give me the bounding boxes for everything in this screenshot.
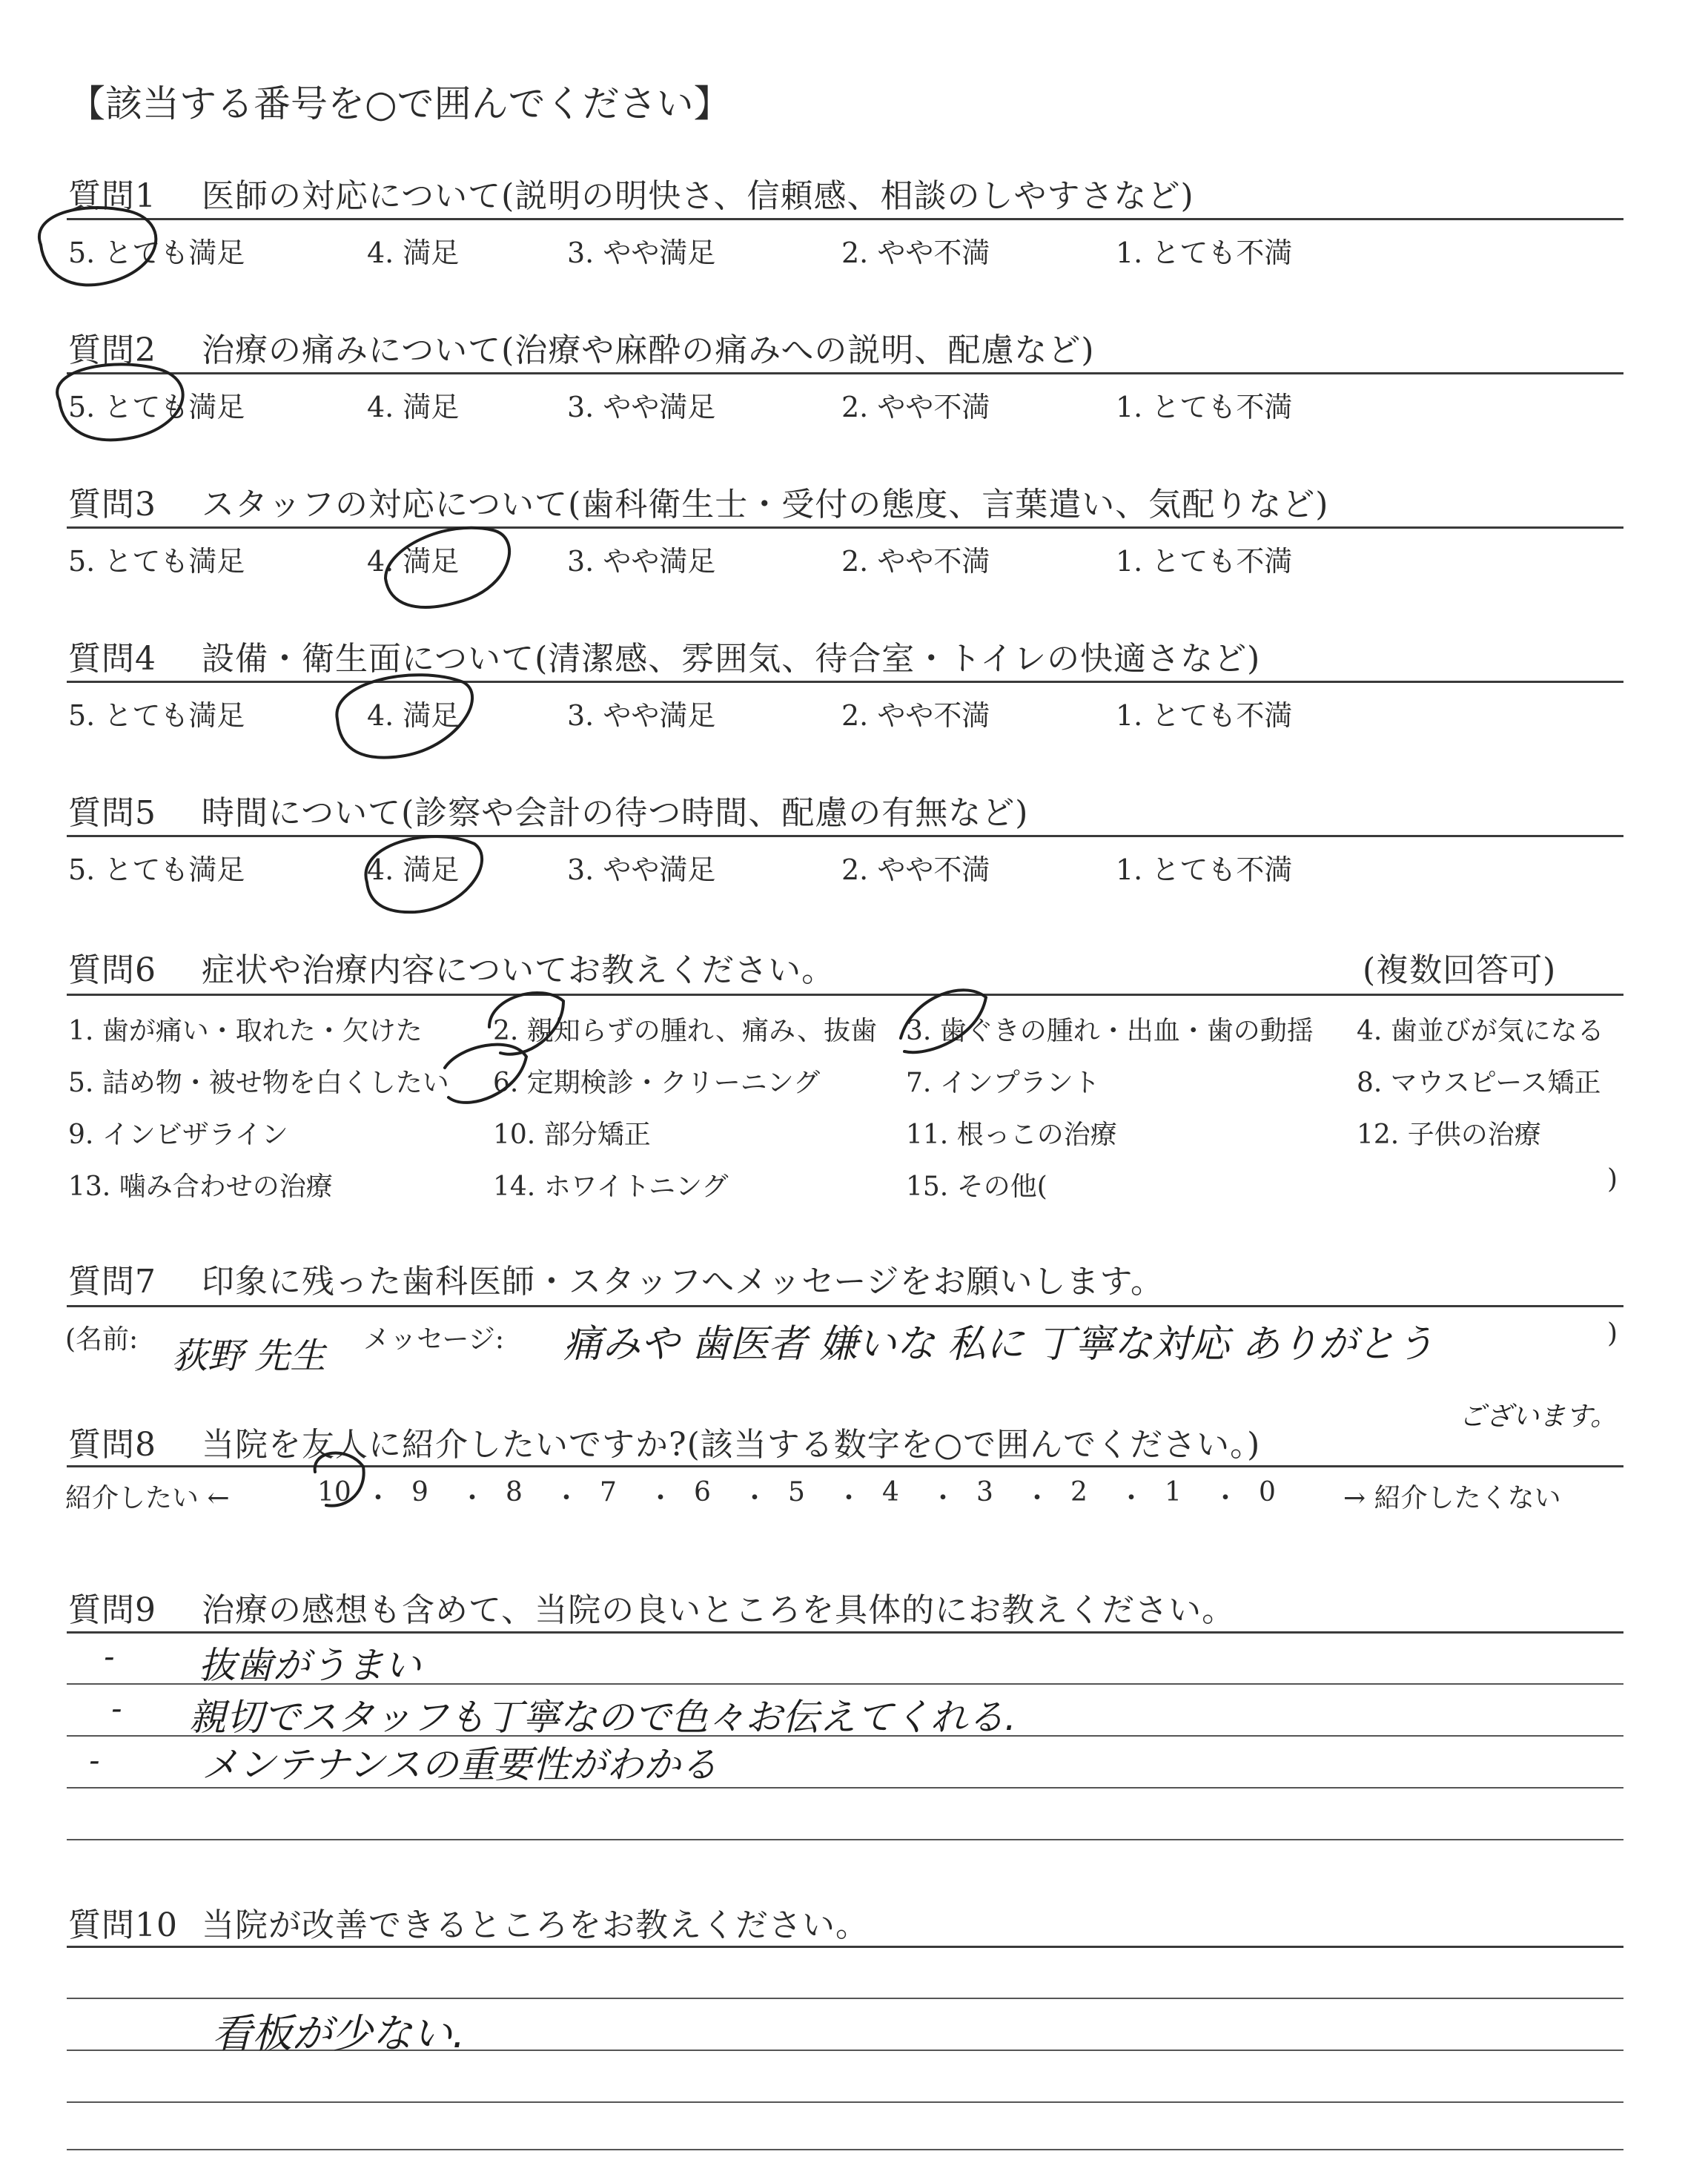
q3-label: 質問3 bbox=[68, 486, 156, 524]
q5-text: 時間について(診察や会計の待つ時間、配慮の有無など) bbox=[202, 794, 1029, 832]
q6-option[interactable]: 14. ホワイトニング bbox=[493, 1172, 729, 1202]
q6-option[interactable]: 15. その他( bbox=[906, 1172, 1047, 1202]
q9-answer-2: 親切でスタッフも丁寧なので色々お伝えてくれる. bbox=[189, 1696, 1016, 1739]
q8-scale-number[interactable]: 9 bbox=[411, 1477, 428, 1507]
q4-label: 質問4 bbox=[68, 640, 156, 678]
q8-separator: ・ bbox=[741, 1483, 769, 1513]
q1-option[interactable]: 2. やや不満 bbox=[841, 237, 990, 269]
q6-text: 症状や治療内容についてお教えください。 bbox=[202, 951, 835, 989]
q7-label: 質問7 bbox=[68, 1263, 156, 1301]
q2-option[interactable]: 2. やや不満 bbox=[841, 391, 990, 423]
form-title: 【該当する番号を○で囲んでください】 bbox=[68, 82, 731, 125]
q8-scale-number[interactable]: 0 bbox=[1259, 1477, 1276, 1507]
q8-scale-number[interactable]: 6 bbox=[694, 1477, 711, 1507]
q4-option[interactable]: 3. やや満足 bbox=[567, 699, 716, 732]
q8-separator: ・ bbox=[647, 1483, 675, 1513]
q2-option[interactable]: 4. 満足 bbox=[367, 391, 460, 423]
q7-message-label: メッセージ: bbox=[363, 1324, 504, 1355]
q4-option[interactable]: 5. とても満足 bbox=[68, 699, 245, 732]
q2-rule bbox=[67, 372, 1623, 374]
q8-scale-number[interactable]: 7 bbox=[600, 1477, 617, 1507]
q9-label: 質問9 bbox=[68, 1591, 156, 1629]
q1-option[interactable]: 3. やや満足 bbox=[567, 237, 716, 269]
q6-label: 質問6 bbox=[68, 951, 156, 989]
q3-text: スタッフの対応について(歯科衛生士・受付の態度、言葉遣い、気配りなど) bbox=[202, 486, 1329, 524]
q9-answer-1: 抜歯がうまい bbox=[199, 1644, 421, 1687]
q9-bullet-1: - bbox=[104, 1640, 115, 1674]
q6-option[interactable]: 5. 詰め物・被せ物を白くしたい bbox=[68, 1068, 449, 1098]
q8-separator: ・ bbox=[553, 1483, 580, 1513]
q10-line-3 bbox=[67, 2101, 1623, 2103]
q4-rule bbox=[67, 681, 1623, 683]
q9-bullet-2: - bbox=[111, 1692, 122, 1726]
q8-rule bbox=[67, 1465, 1623, 1467]
q1-option[interactable]: 5. とても満足 bbox=[68, 237, 245, 269]
q2-option[interactable]: 5. とても満足 bbox=[68, 391, 245, 423]
q5-option[interactable]: 5. とても満足 bbox=[68, 853, 245, 886]
q5-option[interactable]: 3. やや満足 bbox=[567, 853, 716, 886]
q5-option[interactable]: 4. 満足 bbox=[367, 853, 460, 886]
q7-message-cont: ございます。 bbox=[1459, 1401, 1618, 1432]
q4-option[interactable]: 4. 満足 bbox=[367, 699, 460, 732]
q7-name-label: (名前: bbox=[65, 1324, 139, 1355]
q4-option[interactable]: 1. とても不満 bbox=[1116, 699, 1293, 732]
q7-name-value: 荻野 先生 bbox=[172, 1335, 326, 1377]
q6-other-close: ) bbox=[1607, 1164, 1618, 1195]
q6-option[interactable]: 11. 根っこの治療 bbox=[906, 1120, 1117, 1150]
q6-option[interactable]: 7. インプラント bbox=[906, 1068, 1100, 1098]
q6-note: (複数回答可) bbox=[1363, 951, 1557, 989]
q9-answer-3: メンテナンスの重要性がわかる bbox=[202, 1743, 718, 1786]
q5-option[interactable]: 1. とても不満 bbox=[1116, 853, 1293, 886]
q7-close: ) bbox=[1607, 1318, 1618, 1349]
q9-text: 治療の感想も含めて、当院の良いところを具体的にお教えください。 bbox=[202, 1591, 1236, 1629]
q1-option[interactable]: 1. とても不満 bbox=[1116, 237, 1293, 269]
q5-option[interactable]: 2. やや不満 bbox=[841, 853, 990, 886]
q6-option[interactable]: 3. 歯ぐきの腫れ・出血・歯の動揺 bbox=[906, 1016, 1314, 1046]
q7-message-value: 痛みや 歯医者 嫌いな 私に 丁寧な対応 ありがとう bbox=[563, 1322, 1434, 1367]
q8-right-label: → 紹介したくない bbox=[1343, 1483, 1561, 1513]
q3-option[interactable]: 4. 満足 bbox=[367, 545, 460, 578]
q5-rule bbox=[67, 835, 1623, 837]
q8-separator: ・ bbox=[930, 1483, 957, 1513]
q10-rule bbox=[67, 1946, 1623, 1948]
q2-option[interactable]: 1. とても不満 bbox=[1116, 391, 1293, 423]
q8-scale-number[interactable]: 1 bbox=[1165, 1477, 1182, 1507]
q8-scale-number[interactable]: 8 bbox=[506, 1477, 523, 1507]
q6-option[interactable]: 10. 部分矯正 bbox=[493, 1120, 651, 1150]
q9-bullet-3: - bbox=[89, 1744, 100, 1778]
q8-separator: ・ bbox=[1024, 1483, 1051, 1513]
q3-option[interactable]: 3. やや満足 bbox=[567, 545, 716, 578]
q8-scale-number[interactable]: 4 bbox=[882, 1477, 899, 1507]
q10-line-1 bbox=[67, 1998, 1623, 1999]
q6-option[interactable]: 12. 子供の治療 bbox=[1357, 1120, 1541, 1150]
q8-left-label: 紹介したい ← bbox=[65, 1483, 230, 1513]
q6-rule bbox=[67, 994, 1623, 996]
q3-rule bbox=[67, 526, 1623, 529]
q1-rule bbox=[67, 218, 1623, 220]
q2-text: 治療の痛みについて(治療や麻酔の痛みへの説明、配慮など) bbox=[202, 331, 1095, 369]
q8-text: 当院を友人に紹介したいですか?(該当する数字を○で囲んでください。) bbox=[202, 1426, 1261, 1464]
q2-option[interactable]: 3. やや満足 bbox=[567, 391, 716, 423]
q3-option[interactable]: 1. とても不満 bbox=[1116, 545, 1293, 578]
q8-scale-number[interactable]: 5 bbox=[788, 1477, 805, 1507]
q10-line-4 bbox=[67, 2149, 1623, 2150]
q8-scale-number[interactable]: 10 bbox=[317, 1477, 351, 1507]
q3-option[interactable]: 5. とても満足 bbox=[68, 545, 245, 578]
q4-option[interactable]: 2. やや不満 bbox=[841, 699, 990, 732]
q8-separator: ・ bbox=[1212, 1483, 1239, 1513]
q8-separator: ・ bbox=[835, 1483, 863, 1513]
q6-option[interactable]: 1. 歯が痛い・取れた・欠けた bbox=[68, 1016, 423, 1046]
q4-text: 設備・衛生面について(清潔感、雰囲気、待合室・トイレの快適さなど) bbox=[202, 640, 1261, 678]
q9-rule bbox=[67, 1631, 1623, 1634]
q6-option[interactable]: 13. 噛み合わせの治療 bbox=[68, 1172, 333, 1202]
q6-option[interactable]: 9. インビザライン bbox=[68, 1120, 288, 1150]
q10-text: 当院が改善できるところをお教えください。 bbox=[202, 1906, 869, 1944]
q1-text: 医師の対応について(説明の明快さ、信頼感、相談のしやすさなど) bbox=[202, 177, 1194, 215]
q3-option[interactable]: 2. やや不満 bbox=[841, 545, 990, 578]
q6-option[interactable]: 6. 定期検診・クリーニング bbox=[493, 1068, 821, 1098]
q1-option[interactable]: 4. 満足 bbox=[367, 237, 460, 269]
q2-label: 質問2 bbox=[68, 331, 156, 369]
q5-label: 質問5 bbox=[68, 794, 156, 832]
q8-scale-number[interactable]: 2 bbox=[1070, 1477, 1088, 1507]
q6-option[interactable]: 4. 歯並びが気になる bbox=[1357, 1016, 1604, 1046]
q8-separator: ・ bbox=[365, 1483, 392, 1513]
q8-scale-number[interactable]: 3 bbox=[976, 1477, 993, 1507]
q6-option[interactable]: 2. 親知らずの腫れ、痛み、抜歯 bbox=[493, 1016, 878, 1046]
q7-rule bbox=[67, 1305, 1623, 1307]
q8-label: 質問8 bbox=[68, 1426, 156, 1464]
q9-line-4 bbox=[67, 1839, 1623, 1840]
q10-answer: 看板が少ない. bbox=[212, 2010, 466, 2057]
q1-label: 質問1 bbox=[68, 177, 156, 215]
q8-separator: ・ bbox=[459, 1483, 486, 1513]
q8-separator: ・ bbox=[1118, 1483, 1145, 1513]
q10-label: 質問10 bbox=[68, 1906, 178, 1944]
q6-option[interactable]: 8. マウスピース矯正 bbox=[1357, 1068, 1601, 1098]
q7-text: 印象に残った歯科医師・スタッフへメッセージをお願いします。 bbox=[202, 1263, 1164, 1301]
